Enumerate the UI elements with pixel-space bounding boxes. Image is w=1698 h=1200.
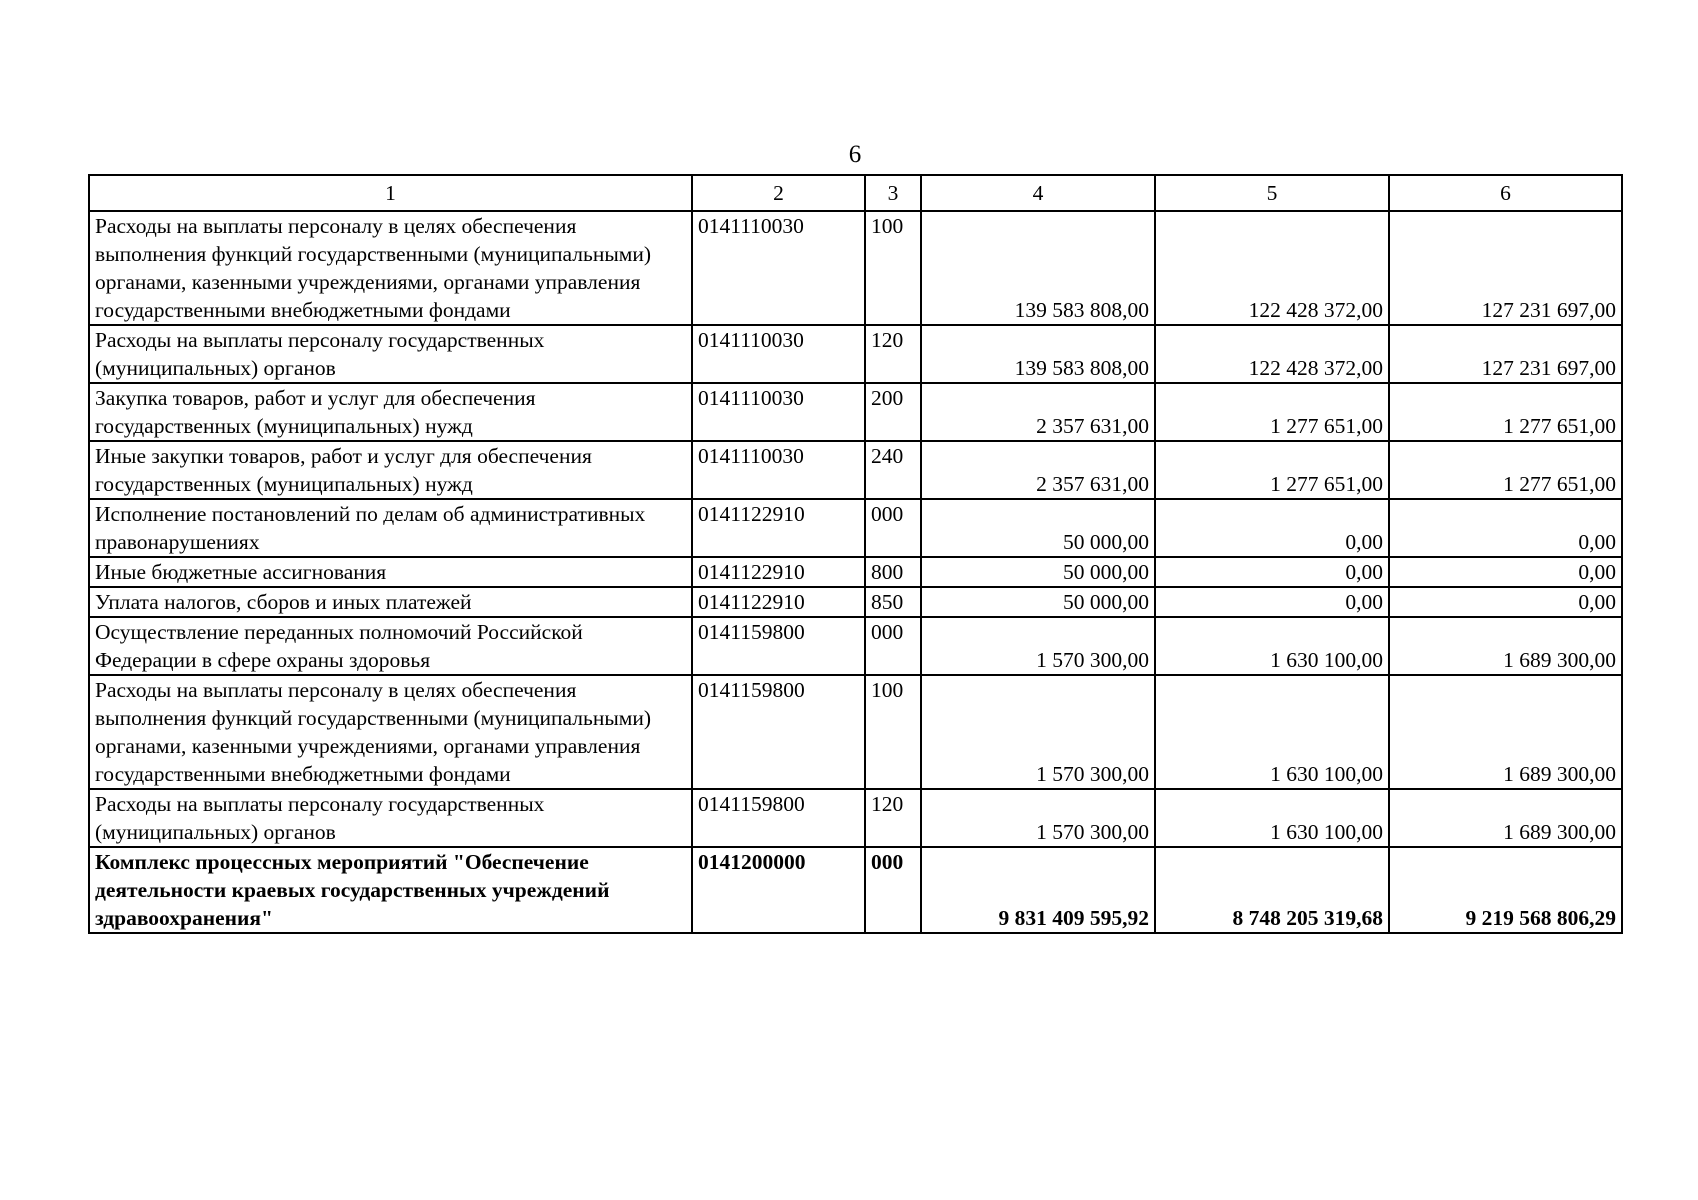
row-kind: 240 <box>865 441 921 499</box>
table-row <box>89 789 1622 847</box>
row-value-6: 0,00 <box>1389 587 1622 617</box>
row-kind: 850 <box>865 587 921 617</box>
table-row <box>89 211 1622 325</box>
row-name: Расходы на выплаты персоналу в целях обеспечения выполнения функций государственными (муниципальными) органами, казенными учреждениями, органами управления государственными внебюджетными фондами <box>89 211 692 325</box>
row-code: 0141122910 <box>692 557 865 587</box>
table-row <box>89 499 1622 557</box>
row-value-4: 1 570 300,00 <box>921 789 1155 847</box>
row-value-6: 1 689 300,00 <box>1389 617 1622 675</box>
row-name: Закупка товаров, работ и услуг для обеспечения государственных (муниципальных) нужд <box>89 383 692 441</box>
row-value-4: 139 583 808,00 <box>921 211 1155 325</box>
row-kind: 100 <box>865 675 921 789</box>
row-name: Расходы на выплаты персоналу государственных (муниципальных) органов <box>89 789 692 847</box>
row-value-4: 2 357 631,00 <box>921 441 1155 499</box>
row-code: 0141110030 <box>692 441 865 499</box>
col-header-3: 3 <box>865 175 921 211</box>
row-code: 0141110030 <box>692 211 865 325</box>
col-header-4: 4 <box>921 175 1155 211</box>
table-row <box>89 383 1622 441</box>
row-value-4: 2 357 631,00 <box>921 383 1155 441</box>
table-row <box>89 587 1622 617</box>
table-row <box>89 675 1622 789</box>
row-value-4: 50 000,00 <box>921 499 1155 557</box>
row-kind: 120 <box>865 325 921 383</box>
row-code: 0141122910 <box>692 587 865 617</box>
row-code: 0141122910 <box>692 499 865 557</box>
row-value-6: 1 277 651,00 <box>1389 441 1622 499</box>
col-header-2: 2 <box>692 175 865 211</box>
row-value-5: 1 277 651,00 <box>1155 441 1389 499</box>
row-value-4: 1 570 300,00 <box>921 617 1155 675</box>
row-name: Уплата налогов, сборов и иных платежей <box>89 587 692 617</box>
row-value-5: 1 277 651,00 <box>1155 383 1389 441</box>
row-value-4: 139 583 808,00 <box>921 325 1155 383</box>
row-name: Расходы на выплаты персоналу в целях обеспечения выполнения функций государственными (муниципальными) органами, казенными учреждениями, органами управления государственными внебюджетными фондами <box>89 675 692 789</box>
table-row-subtotal <box>89 847 1622 933</box>
row-kind: 100 <box>865 211 921 325</box>
row-value-6: 1 689 300,00 <box>1389 789 1622 847</box>
row-kind: 800 <box>865 557 921 587</box>
header-row <box>89 175 1622 211</box>
row-kind: 000 <box>865 847 921 933</box>
row-kind: 200 <box>865 383 921 441</box>
budget-table <box>88 174 1623 934</box>
row-value-4: 9 831 409 595,92 <box>921 847 1155 933</box>
row-code: 0141110030 <box>692 383 865 441</box>
row-value-6: 0,00 <box>1389 499 1622 557</box>
row-value-6: 1 689 300,00 <box>1389 675 1622 789</box>
row-kind: 000 <box>865 499 921 557</box>
row-name: Осуществление переданных полномочий Российской Федерации в сфере охраны здоровья <box>89 617 692 675</box>
row-name: Комплекс процессных мероприятий "Обеспечение деятельности краевых государственных учреждений здравоохранения" <box>89 847 692 933</box>
row-kind: 000 <box>865 617 921 675</box>
row-value-4: 50 000,00 <box>921 587 1155 617</box>
row-value-5: 1 630 100,00 <box>1155 675 1389 789</box>
row-code: 0141159800 <box>692 617 865 675</box>
page-number: 6 <box>848 141 862 168</box>
row-value-5: 0,00 <box>1155 499 1389 557</box>
row-value-6: 1 277 651,00 <box>1389 383 1622 441</box>
row-value-6: 9 219 568 806,29 <box>1389 847 1622 933</box>
row-value-5: 122 428 372,00 <box>1155 325 1389 383</box>
row-name: Исполнение постановлений по делам об административных правонарушениях <box>89 499 692 557</box>
row-value-6: 0,00 <box>1389 557 1622 587</box>
row-value-5: 8 748 205 319,68 <box>1155 847 1389 933</box>
table-row <box>89 325 1622 383</box>
row-name: Расходы на выплаты персоналу государственных (муниципальных) органов <box>89 325 692 383</box>
table-row <box>89 441 1622 499</box>
row-code: 0141159800 <box>692 789 865 847</box>
table-row <box>89 557 1622 587</box>
row-kind: 120 <box>865 789 921 847</box>
table-row <box>89 617 1622 675</box>
row-code: 0141110030 <box>692 325 865 383</box>
table-body <box>89 211 1622 933</box>
row-value-5: 122 428 372,00 <box>1155 211 1389 325</box>
row-value-5: 1 630 100,00 <box>1155 789 1389 847</box>
row-value-4: 1 570 300,00 <box>921 675 1155 789</box>
row-value-5: 1 630 100,00 <box>1155 617 1389 675</box>
row-value-4: 50 000,00 <box>921 557 1155 587</box>
col-header-5: 5 <box>1155 175 1389 211</box>
row-code: 0141159800 <box>692 675 865 789</box>
row-code: 0141200000 <box>692 847 865 933</box>
row-name: Иные бюджетные ассигнования <box>89 557 692 587</box>
row-name: Иные закупки товаров, работ и услуг для обеспечения государственных (муниципальных) нужд <box>89 441 692 499</box>
row-value-5: 0,00 <box>1155 587 1389 617</box>
col-header-1: 1 <box>89 175 692 211</box>
row-value-5: 0,00 <box>1155 557 1389 587</box>
row-value-6: 127 231 697,00 <box>1389 211 1622 325</box>
col-header-6: 6 <box>1389 175 1622 211</box>
row-value-6: 127 231 697,00 <box>1389 325 1622 383</box>
